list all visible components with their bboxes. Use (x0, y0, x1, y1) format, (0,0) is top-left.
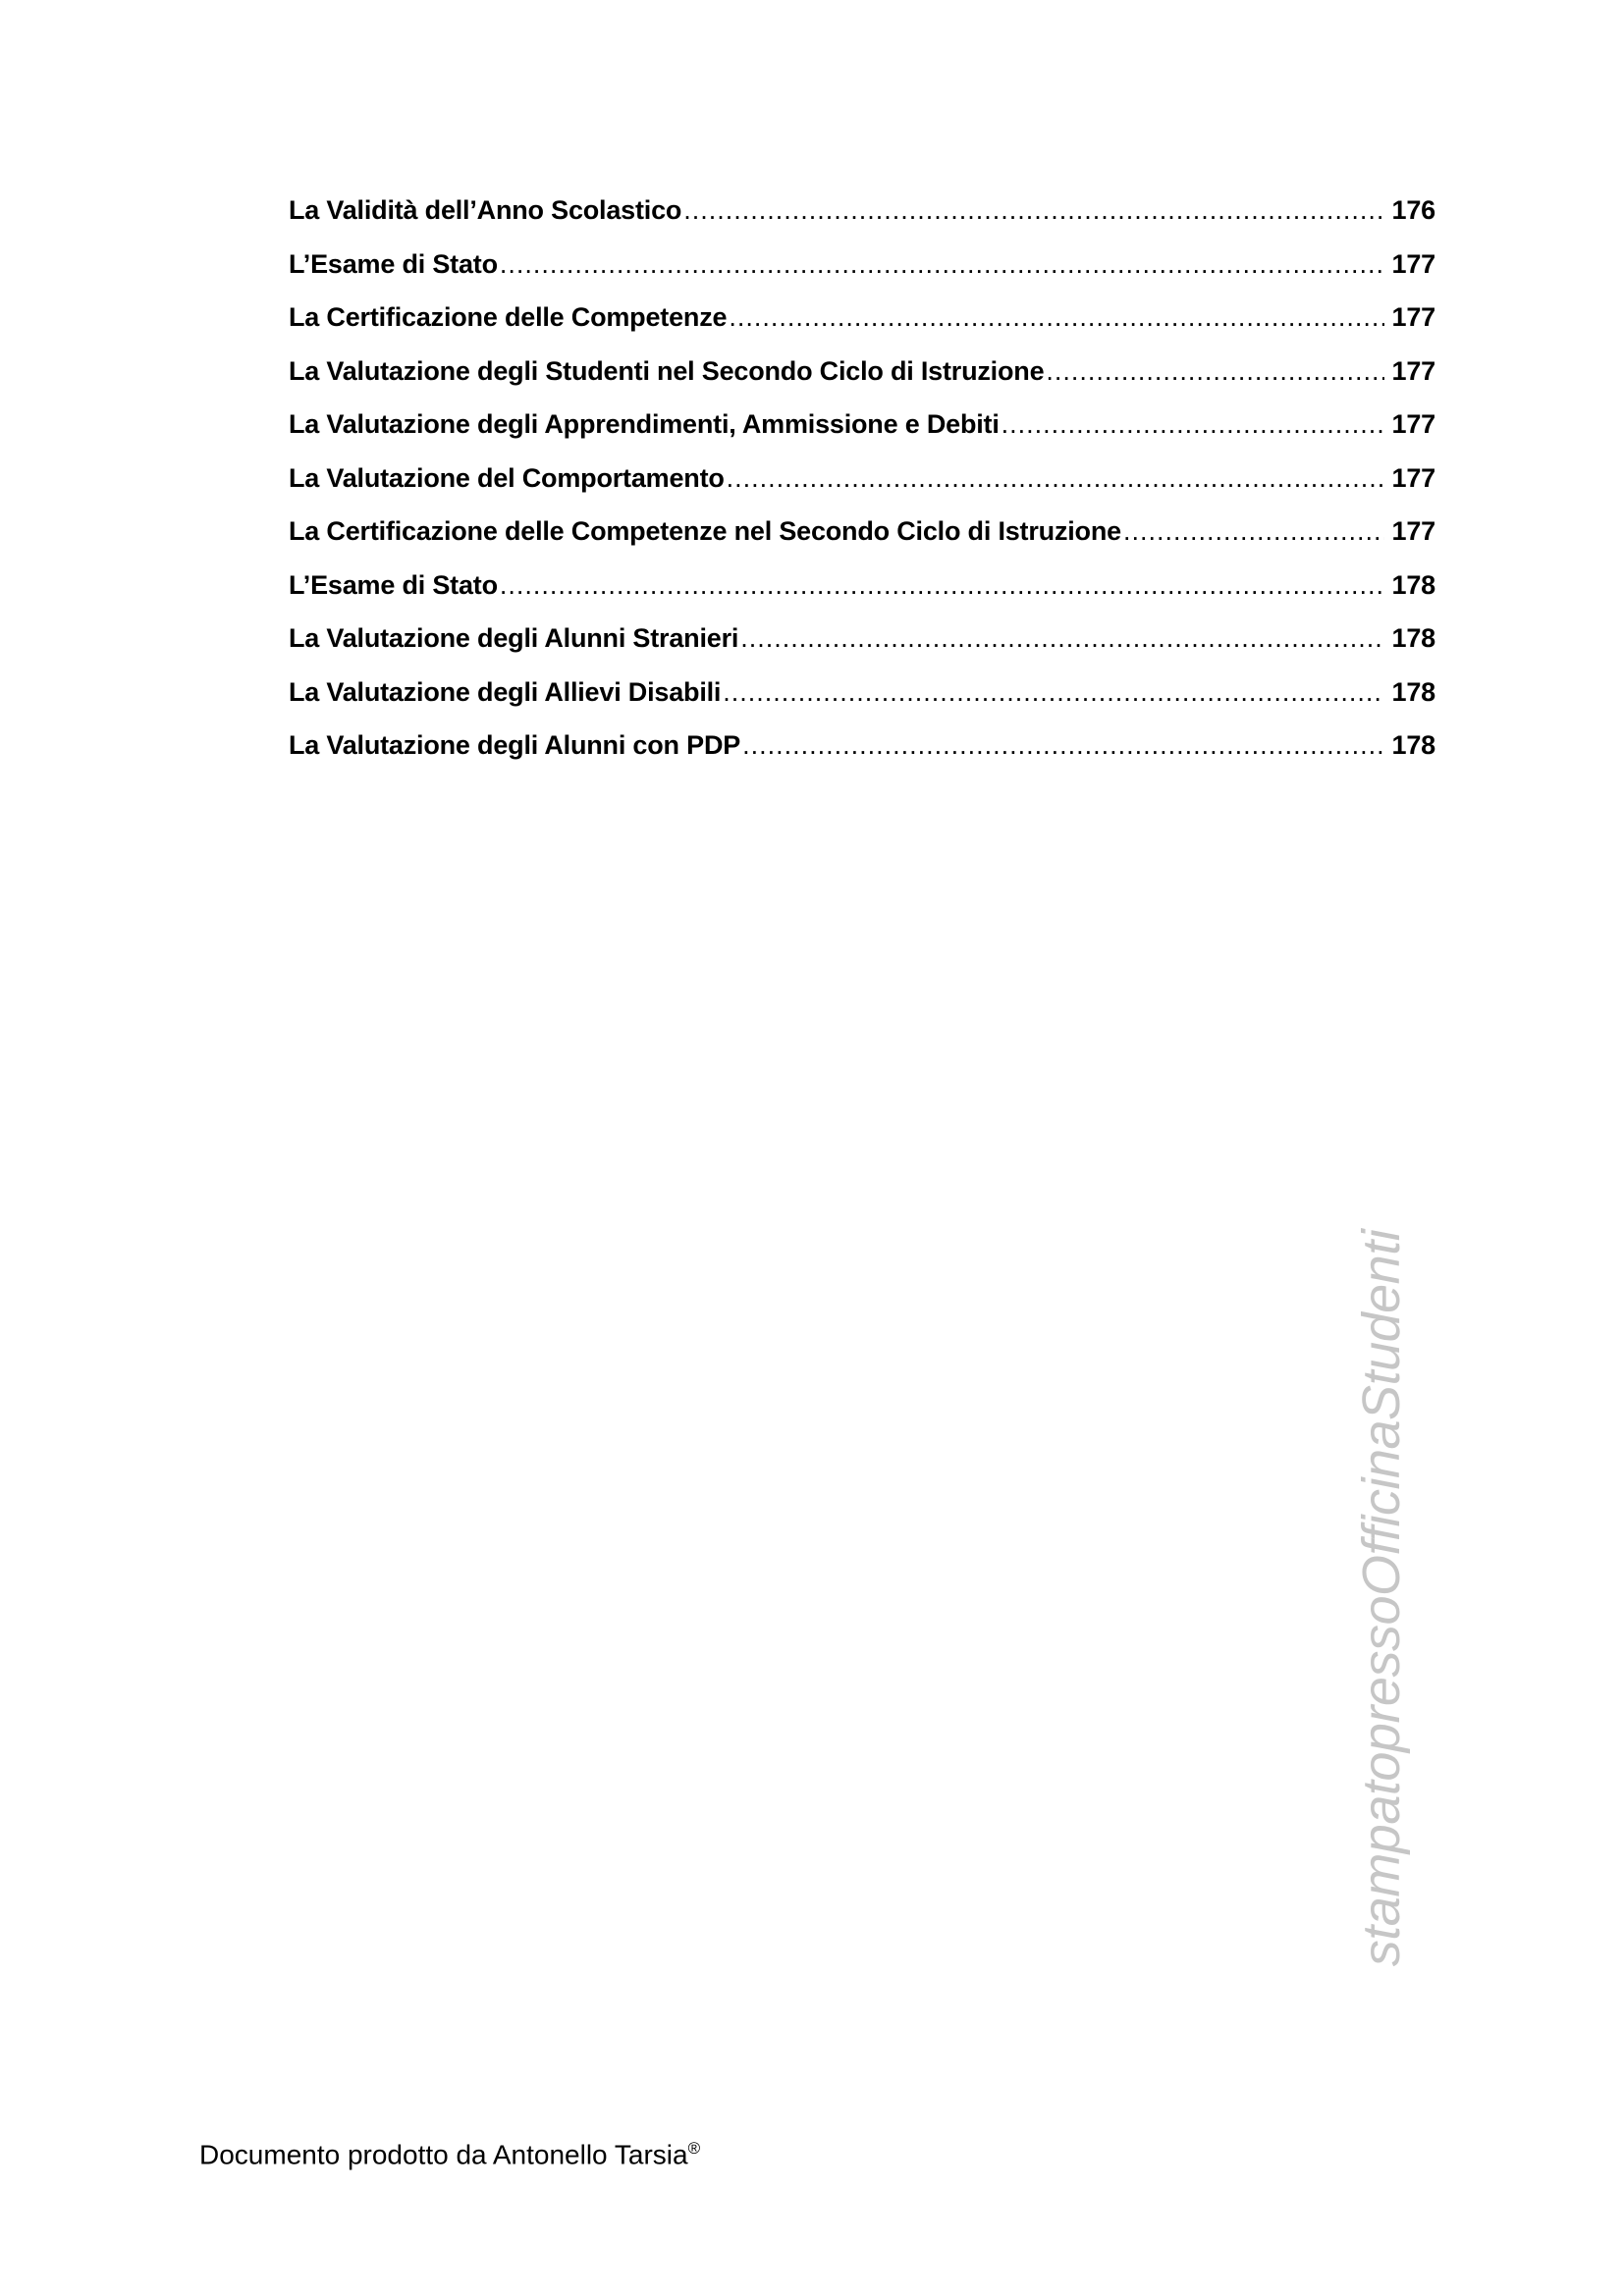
toc-entry-title: La Valutazione degli Alunni Stranieri (289, 623, 739, 653)
page-footer (199, 2139, 700, 2170)
toc-dot-leader (723, 677, 1383, 708)
toc-entry[interactable] (289, 249, 1435, 303)
toc-entry-title: La Valutazione degli Alunni con PDP (289, 730, 741, 760)
toc-entry[interactable] (289, 570, 1435, 624)
footer-text: Documento prodotto da Antonello Tarsia (199, 2139, 688, 2170)
toc-entry-page: 177 (1391, 355, 1435, 386)
toc-entry[interactable] (289, 677, 1435, 731)
table-of-contents (289, 195, 1435, 784)
toc-entry-page: 178 (1391, 569, 1435, 600)
toc-dot-leader (1001, 409, 1384, 440)
toc-dot-leader (740, 623, 1383, 654)
toc-entry-page: 177 (1391, 516, 1435, 546)
watermark-text: stampatopressoOfficinaStudenti (1352, 1229, 1411, 1966)
toc-entry[interactable] (289, 623, 1435, 677)
toc-entry-title: La Certificazione delle Competenze nel Secondo Ciclo di Istruzione (289, 516, 1121, 546)
toc-entry-title: La Valutazione del Comportamento (289, 462, 725, 493)
toc-entry-title: La Valutazione degli Allievi Disabili (289, 676, 722, 707)
toc-dot-leader (683, 195, 1383, 226)
toc-dot-leader (500, 570, 1384, 601)
watermark (1327, 1173, 1435, 2022)
toc-entry[interactable] (289, 356, 1435, 410)
toc-dot-leader (729, 302, 1383, 333)
toc-entry[interactable] (289, 195, 1435, 249)
toc-entry[interactable] (289, 516, 1435, 570)
toc-dot-leader (500, 249, 1384, 280)
toc-entry[interactable] (289, 409, 1435, 463)
toc-dot-leader (727, 463, 1384, 494)
toc-entry-page: 178 (1391, 623, 1435, 653)
toc-entry-title: L’Esame di Stato (289, 248, 498, 279)
toc-entry-title: La Validità dell’Anno Scolastico (289, 195, 682, 225)
toc-entry-title: La Valutazione degli Apprendimenti, Ammissione e Debiti (289, 409, 1000, 439)
registered-mark: ® (687, 2139, 701, 2158)
toc-dot-leader (742, 730, 1383, 761)
toc-dot-leader (1123, 516, 1384, 547)
toc-entry-page: 177 (1391, 302, 1435, 332)
toc-entry-title: L’Esame di Stato (289, 569, 498, 600)
toc-entry[interactable] (289, 302, 1435, 356)
toc-entry-page: 177 (1391, 462, 1435, 493)
toc-dot-leader (1046, 356, 1383, 387)
toc-entry[interactable] (289, 730, 1435, 784)
toc-entry-title: La Certificazione delle Competenze (289, 302, 728, 332)
toc-entry-title: La Valutazione degli Studenti nel Secondo Ciclo di Istruzione (289, 355, 1045, 386)
toc-entry[interactable] (289, 463, 1435, 517)
toc-entry-page: 177 (1391, 409, 1435, 439)
toc-entry-page: 177 (1391, 248, 1435, 279)
toc-entry-page: 178 (1391, 676, 1435, 707)
toc-entry-page: 178 (1391, 730, 1435, 760)
toc-entry-page: 176 (1391, 195, 1435, 225)
